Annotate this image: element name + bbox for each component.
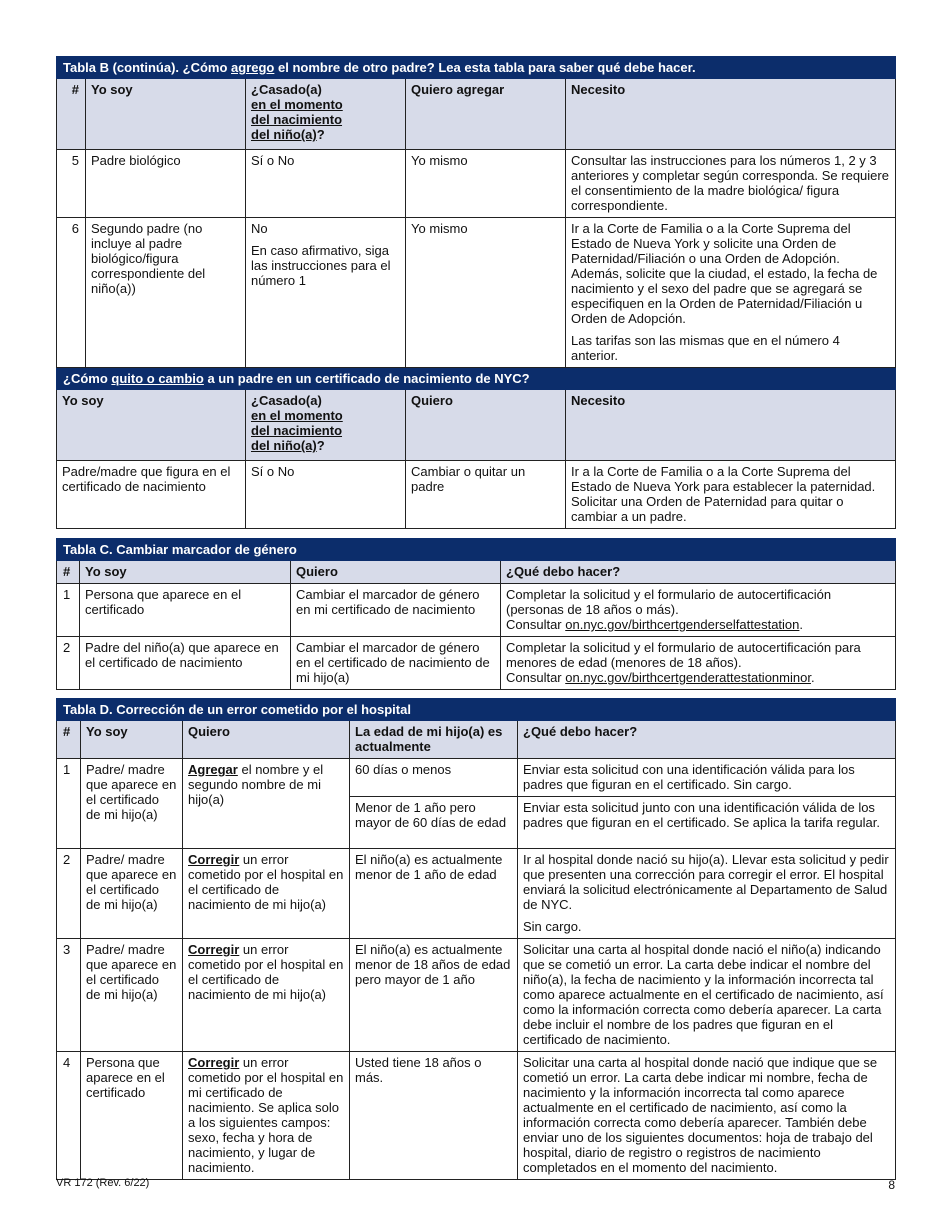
link-gender-self-attestation[interactable]: on.nyc.gov/birthcertgenderselfattestation	[565, 617, 800, 632]
table-row: Menor de 1 año pero mayor de 60 días de edad Enviar esta solicitud junto con una identificación válida de los padres que figuran en el certificado. Se aplica la tarifa regular.	[57, 797, 896, 849]
table-row: 1 Padre/ madre que aparece en el certificado de mi hijo(a) Agregar el nombre y el segundo nombre de mi hijo(a) 60 días o menos Enviar esta solicitud con una identificación válida para los padres que figuran en el certificado. Sin cargo.	[57, 759, 896, 797]
table-row: 3 Padre/ madre que aparece en el certificado de mi hijo(a) Corregir un error cometido por el hospital en el certificado de nacimiento de mi hijo(a) El niño(a) es actualmente menor de 18 años de edad pero mayor de 1 año Solicitar una carta al hospital donde nació el niño(a) indicando que se cometió un error. La carta debe indicar el nombre del niño(a), la fecha de nacimiento y la información incorrecta tal como aparece actualmente en el certificado de nacimiento, así como la información correcta como debería aparecer. La carta debe incluir el nombre de los padres que figuran en el certificado de nacimiento.	[57, 939, 896, 1052]
table-d-title-row	[57, 699, 896, 721]
table-row: 5 Padre biológico Sí o No Yo mismo Consultar las instrucciones para los números 1, 2 y 3 anteriores y completar según corresponda. Se requiere el consentimiento de la madre biológica/ figura correspondiente.	[57, 150, 896, 218]
table-row: 2 Padre del niño(a) que aparece en el certificado de nacimiento Cambiar el marcador de género en el certificado de nacimiento de mi hijo(a) Completar la solicitud y el formulario de autocertificación para menores de edad (menores de 18 años). Consultar on.nyc.gov/birthcertgenderattestationminor.	[57, 637, 896, 690]
table-row: 4 Persona que aparece en el certificado Corregir un error cometido por el hospital en mi certificado de nacimiento. Se aplica solo a los siguientes campos: sexo, fecha y hora de nacimiento, y lugar de nacimiento. Usted tiene 18 años o más. Solicitar una carta al hospital donde nació que indique que se cometió un error. La carta debe indicar mi nombre, fecha de nacimiento y la información incorrecta tal como aparece actualmente en el certificado de nacimiento, así como la información correcta como debería aparecer. También debe enviar uno de los siguientes documentos: hoja de trabajo del hospital, diario de registro o registros de nacimiento completados en el momento del nacimiento.	[57, 1052, 896, 1180]
form-id: VR 172 (Rev. 6/22)	[56, 1177, 150, 1189]
table-c-title-row	[57, 539, 896, 561]
table-row: 1 Persona que aparece en el certificado Cambiar el marcador de género en mi certificado de nacimiento Completar la solicitud y el formulario de autocertificación (personas de 18 años o más). Consultar on.nyc.gov/birthcertgenderselfattestation.	[57, 584, 896, 637]
table-b-header-row	[57, 79, 896, 150]
table-row: Padre/madre que figura en el certificado de nacimiento Sí o No Cambiar o quitar un padre Ir a la Corte de Familia o a la Corte Suprema del Estado de Nueva York para establecer la paternidad. Solicitar una Orden de Paternidad para quitar o cambiar a un padre.	[57, 461, 896, 529]
table-b-title: Tabla B (continúa). ¿Cómo agrego el nombre de otro padre? Lea esta tabla para saber qué debe hacer.	[57, 57, 896, 79]
col-header-num: #	[57, 79, 86, 150]
table-quitar-header-row	[57, 390, 896, 461]
col-header-necesito: Necesito	[566, 390, 896, 461]
table-c-header-row: # Yo soy Quiero ¿Qué debo hacer?	[57, 561, 896, 584]
table-quitar-title-row	[57, 368, 896, 390]
col-header-yo-soy: Yo soy	[86, 79, 246, 150]
col-header-yo-soy: Yo soy	[57, 390, 246, 461]
col-header-casado: ¿Casado(a) en el momento del nacimiento del niño(a)?	[246, 390, 406, 461]
table-d	[56, 698, 896, 1180]
table-row: 6 Segundo padre (no incluye al padre biológico/figura correspondiente del niño(a)) No En caso afirmativo, siga las instrucciones para el número 1 Yo mismo Ir a la Corte de Familia o a la Corte Suprema del Estado de Nueva York y solicite una Orden de Paternidad/Filiación o una Orden de Adopción. Además, solicite que la ciudad, el estado, la fecha de nacimiento y el sexo del padre que se agregará se especifiquen en la Orden de Paternidad/Filiación u Orden de Adopción. Las tarifas son las mismas que en el número 4 anterior.	[57, 218, 896, 368]
col-header-quiero: Quiero	[406, 390, 566, 461]
table-quitar-title: ¿Cómo quito o cambio a un padre en un certificado de nacimiento de NYC?	[57, 368, 896, 390]
table-b-title-row	[57, 57, 896, 79]
table-b	[56, 56, 896, 529]
col-header-casado: ¿Casado(a) en el momento del nacimiento del niño(a)?	[246, 79, 406, 150]
col-header-necesito: Necesito	[566, 79, 896, 150]
table-c-title: Tabla C. Cambiar marcador de género	[57, 539, 896, 561]
table-d-title: Tabla D. Corrección de un error cometido por el hospital	[57, 699, 896, 721]
table-d-header-row: # Yo soy Quiero La edad de mi hijo(a) es actualmente ¿Qué debo hacer?	[57, 721, 896, 759]
link-gender-attestation-minor[interactable]: on.nyc.gov/birthcertgenderattestationminor	[565, 670, 811, 685]
page-number: 8	[888, 1178, 895, 1192]
table-row: 2 Padre/ madre que aparece en el certificado de mi hijo(a) Corregir un error cometido por el hospital en el certificado de nacimiento de mi hijo(a) El niño(a) es actualmente menor de 1 año de edad Ir al hospital donde nació su hijo(a). Llevar esta solicitud y pedir que presenten una corrección para corregir el error. El hospital enviará la solicitud electrónicamente al Departamento de Salud de NYC. Sin cargo.	[57, 849, 896, 939]
table-c	[56, 538, 896, 690]
col-header-quiero: Quiero agregar	[406, 79, 566, 150]
